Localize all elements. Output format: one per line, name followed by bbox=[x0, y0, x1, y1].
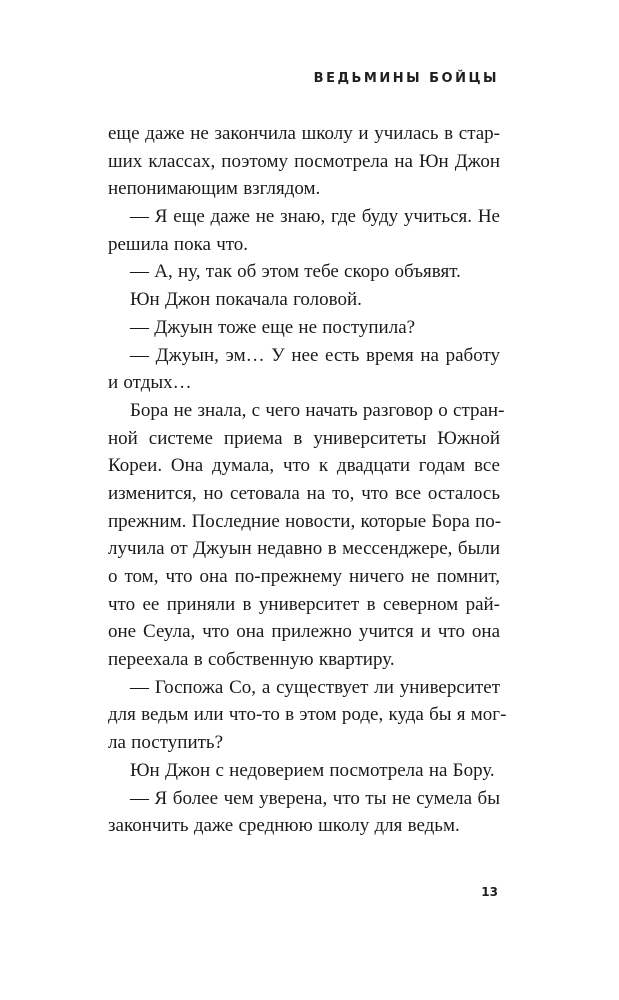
text-line: — А, ну, так об этом тебе скоро объявят. bbox=[130, 261, 461, 283]
text-line: ших классах, поэтому посмотрела на Юн Джон bbox=[108, 150, 500, 172]
text-line: лучила от Джуын недавно в мессенджере, были bbox=[108, 538, 500, 560]
text-line: о том, что она по-прежнему ничего не помнит, bbox=[108, 566, 500, 587]
text-line: — Джуын, эм… У нее есть время на работу bbox=[130, 344, 500, 366]
text-line: закончить даже среднюю школу для ведьм. bbox=[108, 815, 460, 837]
text-line: — Джуын тоже еще не поступила? bbox=[130, 316, 416, 338]
text-line: еще даже не закончила школу и училась в стар- bbox=[108, 123, 500, 144]
text-line: Бора не знала, с чего начать разговор о стран- bbox=[130, 399, 505, 421]
text-line: непонимающим взглядом. bbox=[108, 178, 321, 200]
text-line: Юн Джон с недоверием посмотрела на Бору. bbox=[130, 759, 495, 781]
text-line: и отдых… bbox=[108, 372, 192, 394]
text-line: Кореи. Она думала, что к двадцати годам все bbox=[108, 455, 500, 477]
text-line: изменится, но сетовала на то, что все осталось bbox=[108, 482, 500, 504]
text-line: для ведьм или что-то в этом роде, куда бы я мог- bbox=[108, 704, 507, 726]
text-line: переехала в собственную квартиру. bbox=[108, 649, 395, 671]
text-line: ла поступить? bbox=[108, 732, 224, 754]
text-line: что ее приняли в университет в северном рай- bbox=[108, 593, 500, 615]
text-line: оне Сеула, что она прилежно учится и что она bbox=[108, 621, 500, 643]
text-line: — Я более чем уверена, что ты не сумела бы bbox=[130, 787, 500, 809]
text-line: решила пока что. bbox=[108, 233, 249, 255]
text-line: Юн Джон покачала головой. bbox=[130, 289, 362, 311]
body-text bbox=[108, 120, 507, 840]
text-line: — Я еще даже не знаю, где буду учиться. Не bbox=[130, 206, 500, 228]
text-line: — Госпожа Со, а существует ли университет bbox=[130, 676, 500, 698]
text-line: ной системе приема в университеты Южной bbox=[108, 427, 500, 449]
text-line: прежним. Последние новости, которые Бора по- bbox=[108, 510, 502, 532]
page-number: 13 bbox=[481, 885, 498, 899]
running-head-title: ВЕДЬМИНЫ БОЙЦЫ bbox=[313, 71, 499, 86]
